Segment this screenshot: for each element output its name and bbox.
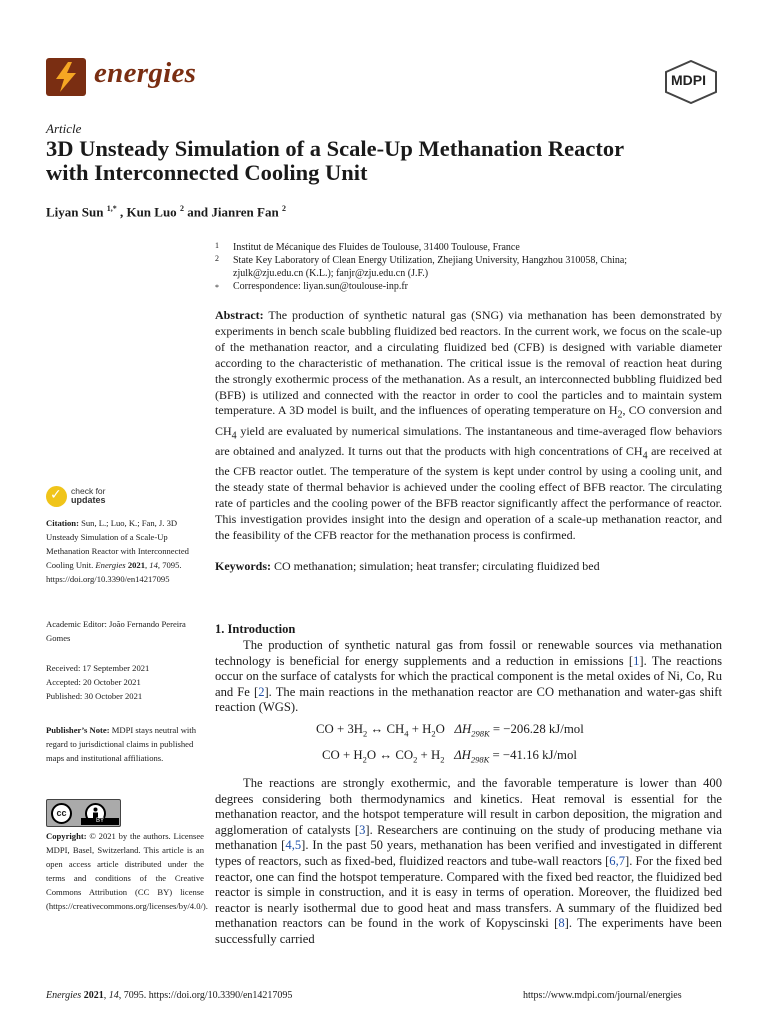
keywords: Keywords: CO methanation; simulation; heat transfer; circulating fluidized bed — [215, 559, 600, 573]
keywords-label: Keywords: — [215, 559, 271, 573]
footer-journal-url[interactable]: https://www.mdpi.com/journal/energies — [523, 990, 682, 1001]
author-fan[interactable]: and Jianren Fan — [187, 204, 279, 220]
cc-by-label: BY — [81, 818, 119, 825]
abstract: Abstract: The production of synthetic natural gas (SNG) via methanation has been demonstrated by experiments in bench scale bubbling fluidized bed reactors. In the current work, we focus on the scale-up of the methanation reactor, and a circulating fluidized bed (CFB) is designed with variable diameter according to the characteristic of methanation. The critical issue is the removal of reaction heat during the strongly exothermic process of the methanation. As a result, an interconnected bubbling fluidized bed (BFB) is utilized and connected with the reactor in order to cool the particles and to maintain system temperature. A 3D model is built, and the influences of operating temperature on $H_2$, CO conversion and $CH_4$ yield are evaluated by numerical simulations. The instantaneous and time-averaged flow behaviors are obtained and analyzed. It turns out that the products with high concentrations of $CH_4$ are received at the CFB reactor outlet. The temperature of the system is kept under control by using a cooling unit, and the steady state of thermal behavior is achieved under the cooling effect of BFB reactor. The circulating rate of particles and the cooling power of the BFB reactor significantly affect the performance of reactor. This investigation provides insight into the design and operation of a scale-up methanation reactor, and the feasibility of the CFB reactor for the methanation process is confirmed. — [215, 308, 722, 542]
accepted-date: Accepted: 20 October 2021 — [46, 677, 141, 687]
intro-paragraph-1: The production of synthetic natural gas from fossil or renewable sources via methanation technology is beneficial for energy supplements and a reduction in emissions [1]. The reactions occur on the surface of catalysts for which the practical component is the metal oxides of Ni, Co, Ru and Fe [2]. The main reactions in the methanation reactor are CO methanation and water-gas shift reaction (WGS). — [215, 638, 722, 715]
title-line-2: with Interconnected Cooling Unit — [46, 160, 368, 185]
author-list — [46, 204, 286, 220]
cc-by-license-badge[interactable] — [46, 799, 121, 827]
article-title — [46, 137, 726, 185]
checkmark-icon: ✓ — [46, 486, 67, 507]
citation: Citation: Sun, L.; Luo, K.; Fan, J. 3D Unsteady Simulation of a Scale-Up Methanation Reactor with Interconnected Cooling Unit. Energies 2021, 14, 7095. https://doi.org/10.3390/en14217095 — [46, 518, 189, 584]
author-luo-sup: 2 — [179, 204, 184, 213]
footer-doi[interactable]: , 7095. https://doi.org/10.3390/en14217095 — [118, 990, 293, 1001]
citation-link[interactable]: 4,5 — [285, 838, 302, 853]
academic-editor: Academic Editor: João Fernando Pereira Gomes — [46, 619, 186, 643]
author-sun[interactable]: Liyan Sun — [46, 204, 104, 220]
mdpi-logo — [664, 60, 718, 109]
published-date: Published: 30 October 2021 — [46, 691, 143, 701]
title-line-1: 3D Unsteady Simulation of a Scale-Up Methanation Reactor — [46, 136, 625, 161]
citation-link[interactable]: 8 — [558, 916, 565, 931]
citation-link[interactable]: 6,7 — [609, 853, 626, 868]
lightning-icon — [52, 62, 80, 92]
creative-commons-icon: cc — [51, 803, 72, 824]
author-sun-sup: 1,* — [106, 204, 117, 213]
journal-name: energies — [94, 57, 197, 89]
citation-link[interactable]: 3 — [359, 822, 366, 837]
introduction-heading: 1. Introduction — [215, 622, 296, 636]
intro-paragraph-2: The reactions are strongly exothermic, and the favorable temperature is lower than 400 degrees considering both thermodynamics and kinetics. Heat removal is essential for the methanation reactor, and the hotspot temperature will result in carbon deposition, the migration and agglomeration of catalysts [3]. Researchers are continuing on the study of producing methane via methanation [4,5]. In the past 50 years, methanation has been verified and investigated in different types of reactors, such as fixed-bed, fluidized reactors and tube-wall reactors [6,7]. For the fixed bed reactor, one can find the hotspot temperature. Compared with the fixed bed reactor, the fluidized bed reactor is simple in construction, and it is easy in terms of operation. Moreover, the fluidized bed reactor is nearly isothermal due to good heat and mass transfers. A summary of the fluidized bed methanation reactors can be found in the work of Kopyscinski [8]. The experiments have been successfully carried — [215, 776, 723, 946]
publishers-note: Publisher’s Note: MDPI stays neutral with regard to jurisdictional claims in published maps and institutional affiliations. — [46, 725, 196, 763]
author-luo[interactable]: , Kun Luo — [119, 204, 177, 220]
citation-doi[interactable]: , 7095. https://doi.org/10.3390/en14217095 — [46, 560, 182, 584]
footer-citation: Energies 2021, 14, 7095. https://doi.org/10.3390/en14217095 — [46, 990, 293, 1001]
article-type: Article — [46, 121, 82, 136]
received-date: Received: 17 September 2021 — [46, 663, 150, 673]
equation-2: CO + $H_2O$ ↔ $CO_2 + H_2$ $\Delta H_{298K} = -41.16$ kJ/mol — [322, 748, 577, 765]
author-fan-sup: 2 — [281, 204, 286, 213]
journal-logo — [46, 58, 86, 96]
abstract-label: Abstract: — [215, 308, 264, 322]
mdpi-text: MDPI — [671, 72, 706, 88]
citation-link[interactable]: 1 — [633, 653, 640, 668]
equation-1: CO + $3H_2$ ↔ $CH_4 + H_2O$ $\Delta H_{298K} = -206.28$ kJ/mol — [316, 722, 584, 739]
copyright: Copyright: © 2021 by the authors. Licensee MDPI, Basel, Switzerland. This article is an open access article distributed under the terms and conditions of the Creative Commons Attribution (CC BY) license (https://creativecommons.org/licenses/by/4.0/). — [46, 831, 208, 911]
citation-link[interactable]: 2 — [258, 684, 265, 699]
